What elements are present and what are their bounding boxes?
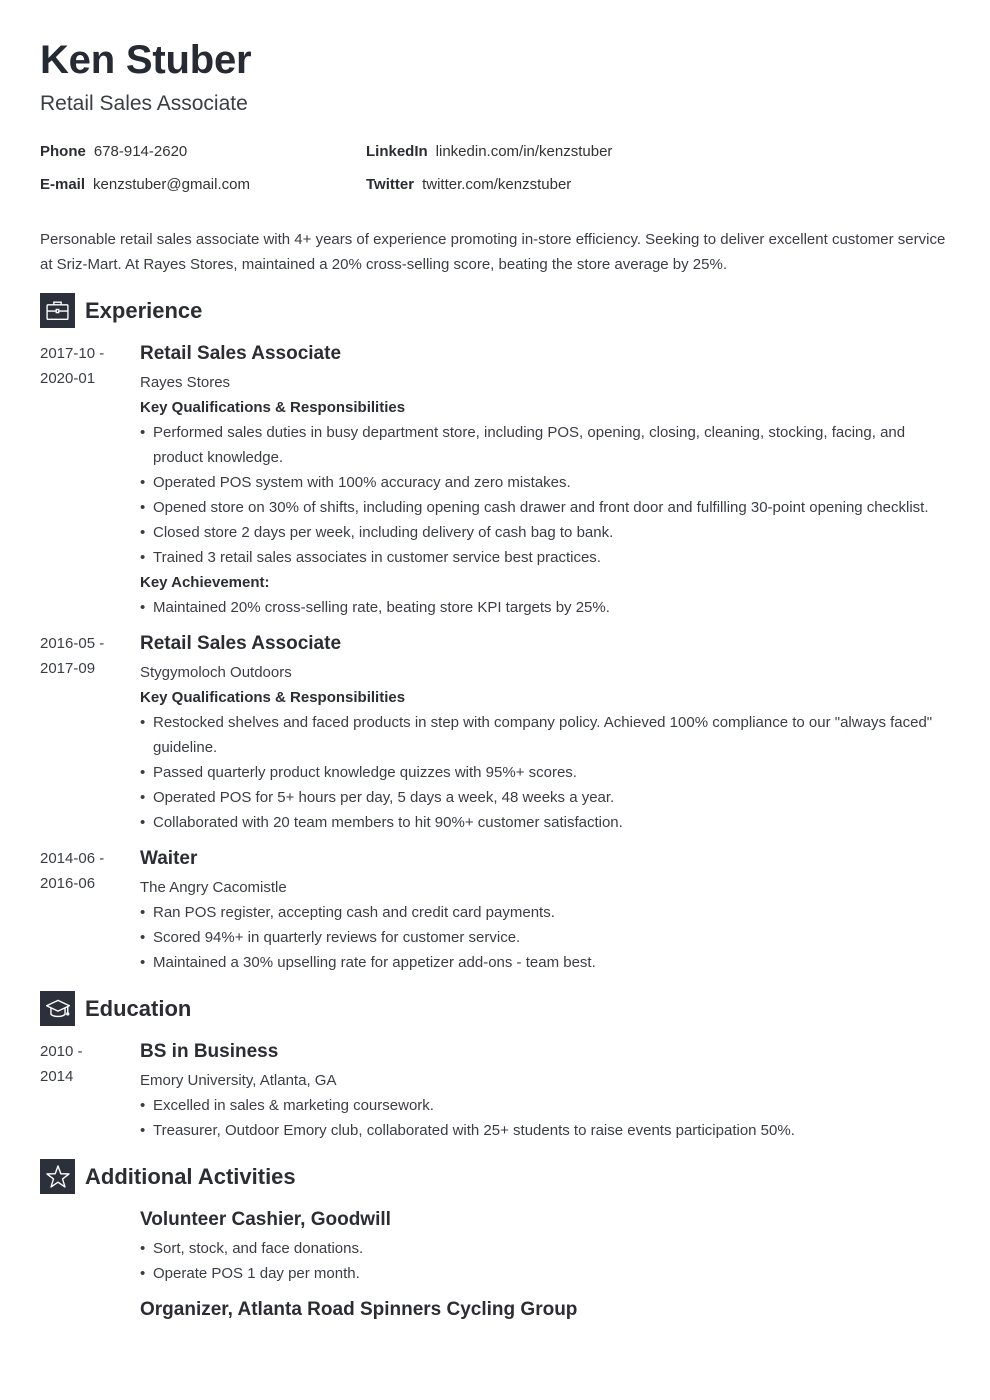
list-item: • Maintained 20% cross-selling rate, beating store KPI targets by 25%. bbox=[140, 595, 950, 620]
achievement-list bbox=[140, 595, 950, 620]
experience-section-header bbox=[40, 293, 202, 328]
activities-section-header bbox=[40, 1159, 296, 1194]
list-item: • Operated POS system with 100% accuracy and zero mistakes. bbox=[140, 470, 950, 495]
activity-title: Volunteer Cashier, Goodwill bbox=[140, 1209, 391, 1230]
job-role: Waiter bbox=[140, 848, 198, 869]
twitter-value: twitter.com/kenzstuber bbox=[422, 176, 572, 193]
date-start: 2014-06 - bbox=[40, 850, 105, 867]
qualifications-heading: Key Qualifications & Responsibilities bbox=[140, 399, 406, 416]
date-start: 2010 - bbox=[40, 1043, 83, 1060]
candidate-title: Retail Sales Associate bbox=[40, 92, 248, 115]
star-icon bbox=[40, 1159, 75, 1194]
list-item: • Maintained a 30% upselling rate for appetizer add-ons - team best. bbox=[140, 950, 950, 975]
graduation-cap-icon bbox=[40, 991, 75, 1026]
email-value: kenzstuber@gmail.com bbox=[93, 176, 250, 193]
job-role: Retail Sales Associate bbox=[140, 633, 342, 654]
twitter-label: Twitter bbox=[366, 176, 415, 193]
list-item: • Ran POS register, accepting cash and credit card payments. bbox=[140, 900, 950, 925]
date-end: 2020-01 bbox=[40, 370, 96, 387]
entry-body bbox=[140, 1039, 950, 1143]
date-start: 2016-05 - bbox=[40, 635, 105, 652]
responsibility-list bbox=[140, 900, 950, 975]
activities-heading: Additional Activities bbox=[85, 1163, 296, 1189]
date-end: 2014 bbox=[40, 1068, 74, 1085]
activity-list bbox=[140, 1236, 950, 1286]
entry-dates bbox=[40, 631, 130, 681]
entry-body bbox=[140, 631, 950, 835]
experience-heading: Experience bbox=[85, 297, 203, 323]
linkedin-label: LinkedIn bbox=[366, 143, 428, 160]
entry-body bbox=[140, 1207, 950, 1286]
phone-value: 678-914-2620 bbox=[93, 143, 188, 160]
activity-title: Organizer, Atlanta Road Spinners Cycling Group bbox=[140, 1299, 578, 1320]
entry-body bbox=[140, 1297, 950, 1324]
education-heading: Education bbox=[85, 995, 192, 1021]
candidate-name: Ken Stuber bbox=[40, 38, 252, 82]
responsibility-list bbox=[140, 710, 950, 835]
responsibility-list bbox=[140, 420, 950, 570]
list-item: • Passed quarterly product knowledge quizzes with 95%+ scores. bbox=[140, 760, 950, 785]
date-end: 2016-06 bbox=[40, 875, 96, 892]
linkedin-value: linkedin.com/in/kenzstuber bbox=[435, 143, 613, 160]
list-item: • Treasurer, Outdoor Emory club, collaborated with 25+ students to raise events participation 50%. bbox=[140, 1118, 950, 1143]
list-item: • Sort, stock, and face donations. bbox=[140, 1236, 950, 1261]
list-item: • Collaborated with 20 team members to hit 90%+ customer satisfaction. bbox=[140, 810, 950, 835]
profile-summary: Personable retail sales associate with 4+ years of experience promoting in-store efficiency. Seeking to deliver excellent customer service at Sriz-Mart. At Rayes Stores, maintained a 20% cross-selling score, beating the store average by 25%. bbox=[40, 231, 946, 273]
contact-email bbox=[40, 176, 250, 194]
school-name: Emory University, Atlanta, GA bbox=[140, 1072, 337, 1089]
qualifications-heading: Key Qualifications & Responsibilities bbox=[140, 689, 406, 706]
list-item: • Performed sales duties in busy department store, including POS, opening, closing, cleaning, stocking, facing, and product knowledge. bbox=[140, 420, 950, 470]
list-item: • Excelled in sales & marketing coursework. bbox=[140, 1093, 950, 1118]
entry-body bbox=[140, 341, 950, 620]
degree-title: BS in Business bbox=[140, 1041, 279, 1062]
company-name: Rayes Stores bbox=[140, 374, 231, 391]
date-start: 2017-10 - bbox=[40, 345, 105, 362]
list-item: • Opened store on 30% of shifts, including opening cash drawer and front door and fulfilling 30-point opening checklist. bbox=[140, 495, 950, 520]
education-list bbox=[140, 1093, 950, 1143]
list-item: • Scored 94%+ in quarterly reviews for customer service. bbox=[140, 925, 950, 950]
email-label: E-mail bbox=[40, 176, 86, 193]
entry-dates bbox=[40, 846, 130, 896]
list-item: • Restocked shelves and faced products in step with company policy. Achieved 100% compliance to our "always faced" guideline. bbox=[140, 710, 950, 760]
list-item: • Operate POS 1 day per month. bbox=[140, 1261, 950, 1286]
company-name: Stygymoloch Outdoors bbox=[140, 664, 292, 681]
list-item: • Closed store 2 days per week, including delivery of cash bag to bank. bbox=[140, 520, 950, 545]
phone-label: Phone bbox=[40, 143, 86, 160]
contact-phone bbox=[40, 143, 187, 161]
education-section-header bbox=[40, 991, 191, 1026]
briefcase-icon bbox=[40, 293, 75, 328]
contact-linkedin bbox=[366, 143, 612, 161]
achievement-heading: Key Achievement: bbox=[140, 574, 270, 591]
entry-dates bbox=[40, 1039, 130, 1089]
date-end: 2017-09 bbox=[40, 660, 96, 677]
list-item: • Trained 3 retail sales associates in customer service best practices. bbox=[140, 545, 950, 570]
list-item: • Operated POS for 5+ hours per day, 5 days a week, 48 weeks a year. bbox=[140, 785, 950, 810]
entry-body bbox=[140, 846, 950, 975]
job-role: Retail Sales Associate bbox=[140, 343, 342, 364]
contact-twitter bbox=[366, 176, 571, 194]
entry-dates bbox=[40, 341, 130, 391]
company-name: The Angry Cacomistle bbox=[140, 879, 287, 896]
